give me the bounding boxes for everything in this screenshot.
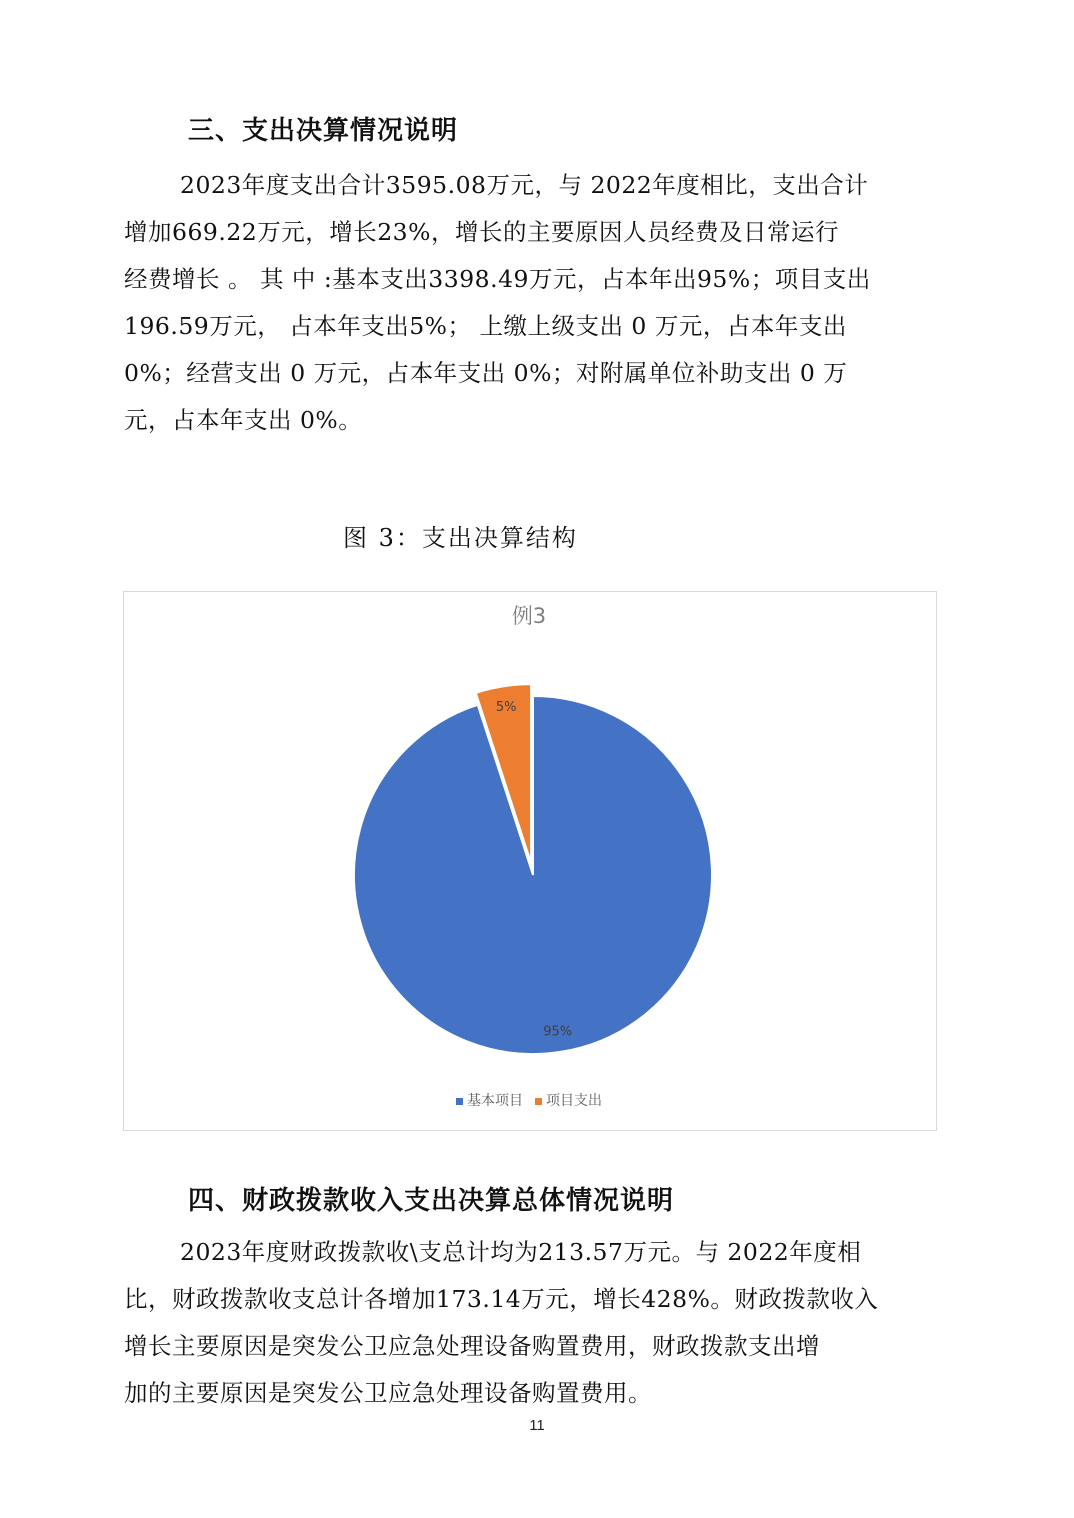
legend-label: 基本项目 — [467, 1093, 523, 1109]
text-line: 元，占本年支出 0%。 — [124, 406, 363, 434]
text-line: 比，财政拨款收支总计各增加173.14万元，增长428%。财政拨款收入 — [124, 1285, 879, 1313]
section-3-paragraph — [124, 162, 954, 444]
legend-item — [535, 1094, 602, 1108]
text-line: 增长主要原因是突发公卫应急处理设备购置费用，财政拨款支出增 — [124, 1332, 820, 1360]
pie-chart — [123, 591, 937, 1131]
figure-caption: 图 3：支出决算结构 — [343, 524, 578, 552]
text-line: 0%；经营支出 0 万元，占本年支出 0%；对附属单位补助支出 0 万 — [124, 359, 848, 387]
text-line: 加的主要原因是突发公卫应急处理设备购置费用。 — [124, 1379, 652, 1407]
legend-swatch — [535, 1098, 542, 1105]
pie-slice-1 — [354, 696, 712, 1054]
text-line: 2023年度支出合计3595.08万元，与 2022年度相比，支出合计 — [180, 171, 869, 199]
legend-label: 项目支出 — [546, 1093, 602, 1109]
text-line: 196.59万元， 占本年支出5%； 上缴上级支出 0 万元，占本年支出 — [124, 312, 847, 340]
section-3-heading: 三、支出决算情况说明 — [188, 116, 459, 146]
section-4-heading: 四、财政拨款收入支出决算总体情况说明 — [188, 1186, 675, 1216]
pie-chart-canvas — [124, 592, 936, 1130]
section-4-paragraph — [124, 1229, 954, 1417]
data-label: 5% — [495, 699, 517, 715]
chart-legend — [123, 1094, 935, 1108]
text-line: 经费增长 。 其 中 :基本支出3398.49万元，占本年出95%；项目支出 — [124, 265, 871, 293]
chart-title: 例3 — [511, 604, 547, 628]
legend-swatch — [456, 1098, 463, 1105]
page-number: 11 — [529, 1417, 545, 1434]
text-line: 增加669.22万元，增长23%，增长的主要原因人员经费及日常运行 — [124, 218, 839, 246]
text-line: 2023年度财政拨款收\支总计均为213.57万元。与 2022年度相 — [180, 1238, 862, 1266]
data-label: 95% — [543, 1024, 573, 1040]
legend-item — [456, 1094, 523, 1108]
